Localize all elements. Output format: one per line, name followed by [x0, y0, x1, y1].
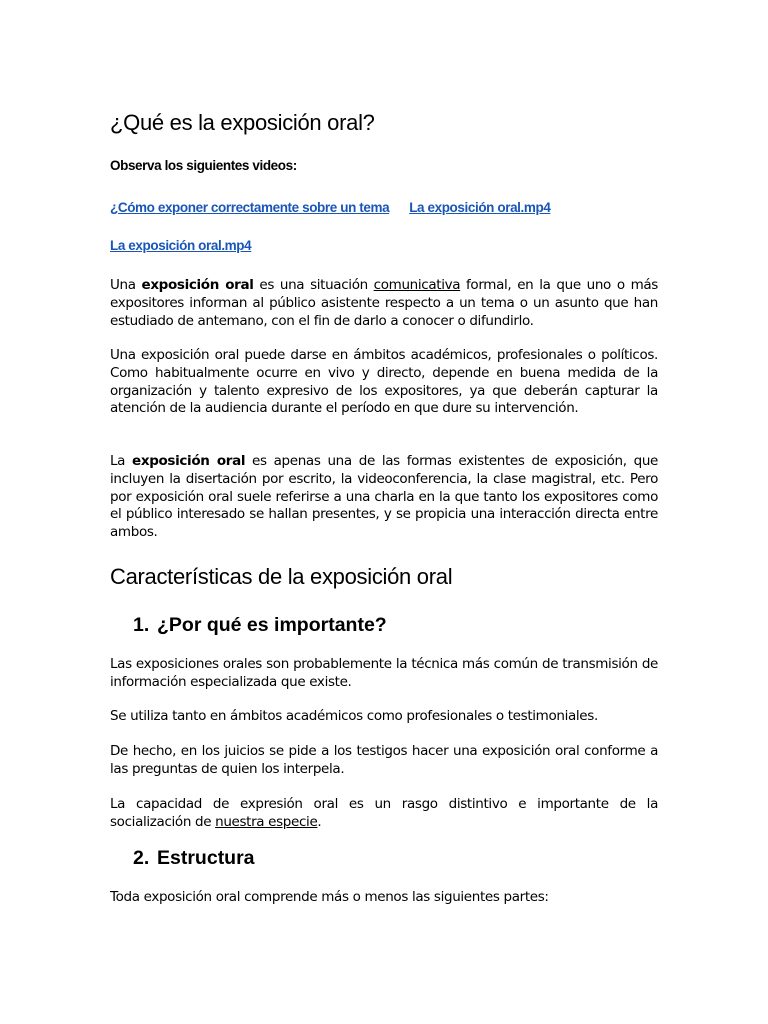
text-run: . — [317, 813, 322, 830]
bold-term: exposición oral — [132, 453, 246, 469]
link-comunicativa[interactable]: comunicativa — [373, 277, 461, 293]
page-title: ¿Qué es la exposición oral? — [110, 110, 375, 135]
bold-term: exposición oral — [141, 277, 254, 293]
text-run: Una — [110, 277, 142, 293]
intro-paragraph-1 — [110, 277, 658, 330]
text-run: es una situación — [253, 277, 374, 293]
link-nuestra-especie[interactable]: nuestra especie — [215, 813, 318, 830]
importance-paragraph-1: Las exposiciones orales son probablemente la técnica más común de transmisión de información especializada que existe. — [110, 656, 658, 690]
subsection-heading-structure — [133, 847, 255, 870]
importance-paragraph-4 — [110, 796, 658, 832]
list-number: 2. — [133, 847, 150, 869]
video-link-como-exponer[interactable]: ¿Cómo exponer correctamente sobre un tema — [110, 200, 390, 215]
video-links-row-2 — [110, 237, 251, 255]
section-heading: Características de la exposición oral — [110, 564, 453, 589]
subsection-title: ¿Por qué es importante? — [157, 614, 387, 636]
text-run: La — [110, 453, 133, 469]
subsection-title: Estructura — [157, 847, 255, 869]
video-link-exposicion-oral-2[interactable]: La exposición oral.mp4 — [110, 238, 252, 253]
video-links-row — [110, 199, 550, 217]
subsection-heading-importance — [133, 614, 387, 637]
importance-paragraph-2: Se utiliza tanto en ámbitos académicos como profesionales o testimoniales. — [110, 708, 598, 724]
intro-paragraph-3 — [110, 453, 658, 542]
importance-paragraph-3: De hecho, en los juicios se pide a los testigos hacer una exposición oral conforme a las preguntas de quien los interpela. — [110, 743, 658, 777]
text-run: La capacidad de expresión oral es un rasgo distintivo e importante de la socialización de — [110, 796, 658, 830]
text-run: es apenas una de las formas existentes de exposición, que incluyen la disertación por escrito, la videoconferencia, la clase magistral, etc. Pero por exposición oral suele referirse a una charla en la que tanto los expositores como el público interesado se hallan presentes, y se propicia una interacción directa entre ambos. — [110, 453, 658, 541]
video-link-exposicion-oral-1[interactable]: La exposición oral.mp4 — [409, 200, 551, 215]
text-run: formal, en la que uno o más expositores informan al público asistente respecto a un tema o un asunto que han estudiado de antemano, con el fin de darlo a conocer o difundirlo. — [110, 277, 658, 329]
list-number: 1. — [133, 614, 150, 636]
structure-paragraph-1: Toda exposición oral comprende más o menos las siguientes partes: — [110, 889, 549, 905]
videos-subtitle: Observa los siguientes videos: — [110, 158, 297, 173]
intro-paragraph-2: Una exposición oral puede darse en ámbitos académicos, profesionales o políticos. Como habitualmente ocurre en vivo y directo, depende en buena medida de la organización y talento expresivo de los expositores, ya que deberán capturar la atención de la audiencia durante el período en que dure su intervención. — [110, 347, 658, 417]
